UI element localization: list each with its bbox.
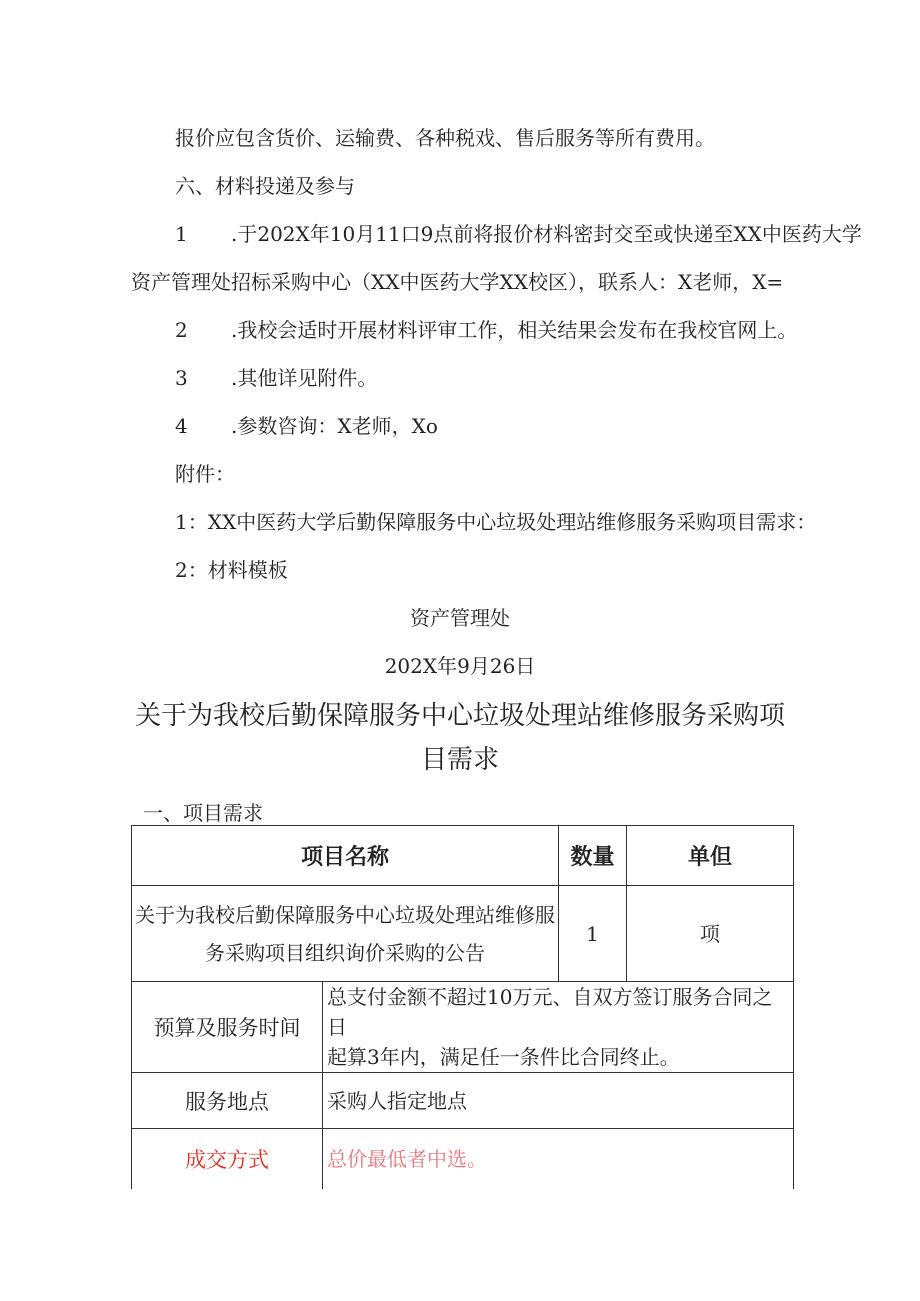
list-item xyxy=(175,413,438,439)
item-name-line: 务采购项目组织询价采购的公告 xyxy=(205,940,485,965)
budget-value-cell xyxy=(323,982,794,1073)
budget-line: 总支付金额不超过10万元、自双方签订服务合同之日 xyxy=(327,985,773,1039)
unit-cell: 项 xyxy=(627,886,794,982)
section-heading-requirements: 一、项目需求 xyxy=(143,801,263,825)
list-number: 2 xyxy=(175,318,188,342)
list-number: 4 xyxy=(175,414,188,438)
table-row xyxy=(132,1129,794,1189)
list-item xyxy=(175,365,377,391)
body-line: 资产管理处招标采购中心（XX中医药大学XX校区），联系人：X老师，X= xyxy=(131,270,784,294)
budget-line: 起算3年内，满足任一条件比合同终止。 xyxy=(327,1045,680,1069)
list-item xyxy=(175,221,862,247)
quantity-cell: 1 xyxy=(559,886,627,982)
location-label: 服务地点 xyxy=(132,1073,323,1129)
page-title-continued: 目需求 xyxy=(420,745,499,775)
list-text: .于202X年10月11口9点前将报价材料密封交至或快递至XX中医药大学 xyxy=(231,222,862,246)
item-name-cell xyxy=(132,886,559,982)
page-title: 关于为我校后勤保障服务中心垃圾处理站维修服务采购项 xyxy=(134,701,785,731)
table-row xyxy=(132,982,794,1073)
attachments-label: 附件： xyxy=(175,462,235,486)
header-item-name: 项目名称 xyxy=(132,826,559,886)
body-line: 报价应包含货价、运输费、各种税戏、售后服务等所有费用。 xyxy=(175,126,715,150)
header-quantity: 数量 xyxy=(559,826,627,886)
table-row xyxy=(132,1073,794,1129)
list-number: 1 xyxy=(175,222,188,246)
table-row xyxy=(132,886,794,982)
list-text: .我校会适时开展材料评审工作，相关结果会发布在我校官网上。 xyxy=(231,318,798,342)
header-unit: 单但 xyxy=(627,826,794,886)
table-header-row xyxy=(132,826,794,886)
deal-method-value: 总价最低者中选。 xyxy=(323,1129,794,1189)
list-number: 3 xyxy=(175,366,188,390)
section-heading-materials: 六、材料投递及参与 xyxy=(175,174,355,198)
budget-label: 预算及服务时间 xyxy=(132,982,323,1073)
deal-method-label: 成交方式 xyxy=(132,1129,323,1189)
requirements-table xyxy=(131,825,794,1189)
location-value: 采购人指定地点 xyxy=(323,1073,794,1129)
list-text: .其他详见附件。 xyxy=(231,366,378,390)
list-item xyxy=(175,317,797,343)
department-signature: 资产管理处 xyxy=(410,606,510,630)
list-text: .参数咨询：X老师，Xo xyxy=(231,414,438,438)
document-date: 202X年9月26日 xyxy=(384,654,536,678)
item-name-line: 关于为我校后勤保障服务中心垃圾处理站维修服 xyxy=(135,902,555,927)
attachment-item: 1：XX中医药大学后勤保障服务中心垃圾处理站维修服务采购项目需求： xyxy=(175,510,817,534)
attachment-item: 2：材料模板 xyxy=(175,558,288,582)
